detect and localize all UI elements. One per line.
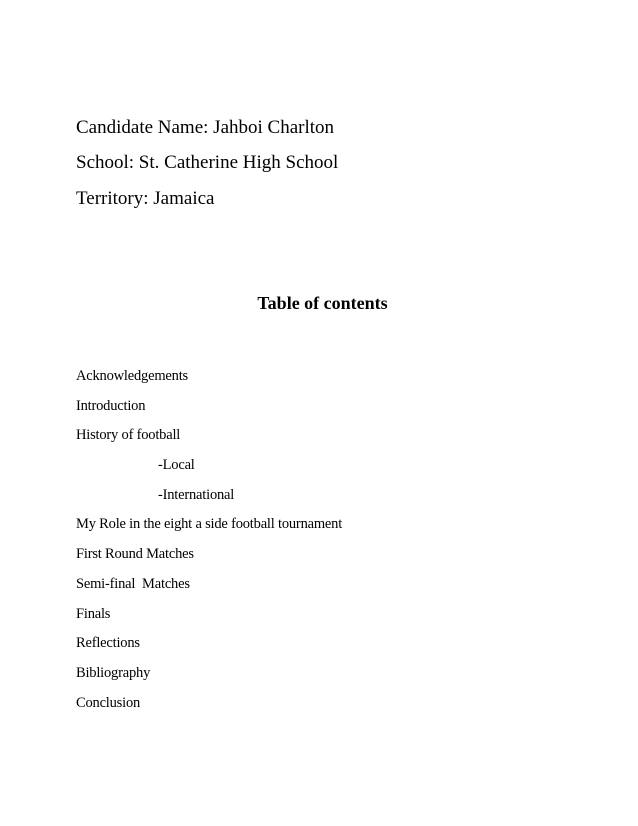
toc-heading: Table of contents: [257, 293, 388, 313]
toc-heading-wrapper: [0, 292, 638, 314]
toc-item-reflections: Reflections: [76, 635, 140, 652]
toc-subitem-international: -International: [158, 486, 235, 503]
toc-item-introduction: Introduction: [76, 397, 146, 414]
toc-item-conclusion: Conclusion: [76, 694, 141, 711]
territory-line: Territory: Jamaica: [76, 188, 215, 209]
toc-list: [76, 362, 342, 718]
candidate-name-line: Candidate Name: Jahboi Charlton: [76, 117, 335, 138]
toc-item-semi-final-matches: Semi-final Matches: [76, 575, 190, 592]
toc-item-finals: Finals: [76, 605, 111, 622]
toc-item-acknowledgements: Acknowledgements: [76, 368, 188, 384]
toc-item-first-round-matches: First Round Matches: [76, 546, 194, 563]
toc-item-bibliography: Bibliography: [76, 664, 151, 681]
school-line: School: St. Catherine High School: [76, 152, 339, 173]
toc-subitem-local: -Local: [158, 457, 195, 474]
toc-item-history-of-football: History of football: [76, 427, 181, 444]
toc-item-my-role: My Role in the eight a side football tournament: [76, 516, 343, 533]
